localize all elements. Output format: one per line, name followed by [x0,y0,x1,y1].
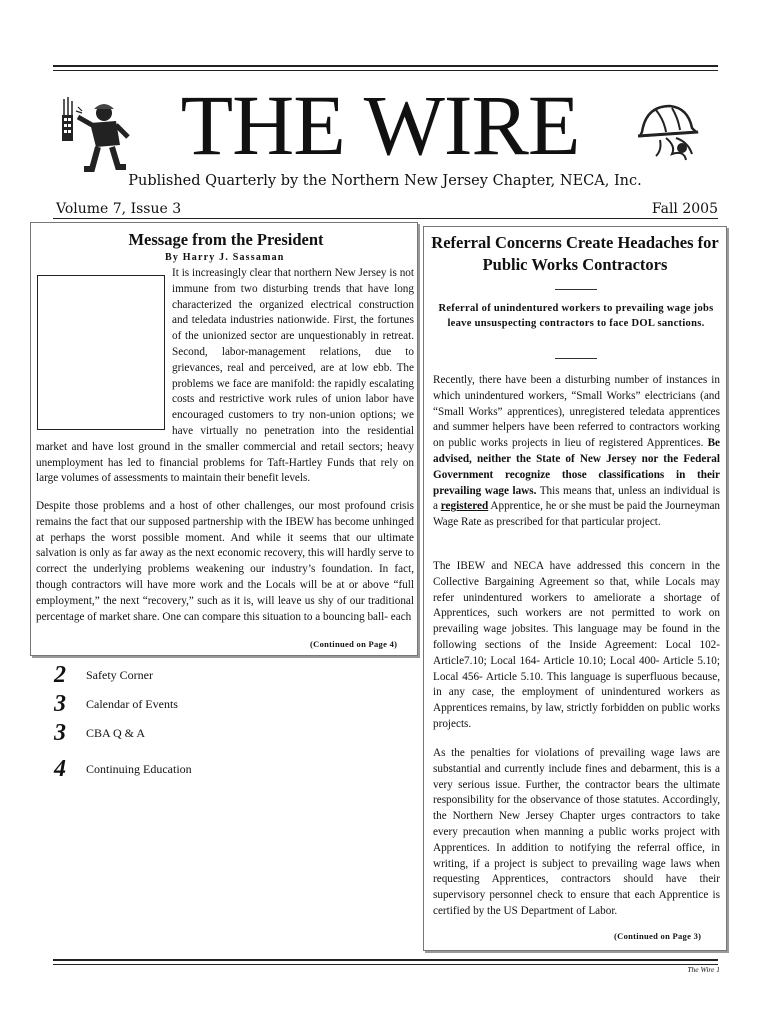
president-byline: By Harry J. Sassaman [165,252,285,263]
toc-label: Safety Corner [86,668,153,682]
toc-label: Calendar of Events [86,697,178,711]
referral-deck: Referral of unindentured workers to prevailing wage jobs leave unsuspecting contractors to face DOL sanctions. [438,303,714,329]
top-rule-thin [53,70,718,71]
toc-item[interactable] [54,691,178,718]
referral-p1-d: Apprentice, he or she must be paid the Journeyman Wage Rate as prescribed for that particular project. [433,500,721,529]
toc-label: Continuing Education [86,762,192,776]
referral-p1-c: This means that, unless an individual is a [433,484,720,513]
president-continued: (Continued on Page 4) [310,639,398,649]
newsletter-title: THE WIRE [180,77,580,173]
president-paragraph-2: Despite those problems and a host of other challenges, our most profound crisis remains the fact that our supposed partnership with the IBEW has become unhinged at perhaps the worst possible moment. And while it seems that our ultimate salvation is only as far away as the next economic recovery, this will hardly serve to correct the underlying problems weakening our industry’s foundation. In fact, though contractors will have more work and the Locals will be at or above “full employment,” the next “recovery,” such as it is, will leave us shy of our traditional percentage of market share. One can compare this situation to a bouncing ball- each [36,500,414,623]
referral-paragraph-1 [433,373,720,531]
toc-label: CBA Q & A [86,726,146,740]
toc-item[interactable] [54,720,145,747]
top-rule [53,65,718,67]
referral-continued: (Continued on Page 3) [614,931,702,941]
volume-issue: Volume 7, Issue 3 [56,201,182,217]
referral-paragraph-2: The IBEW and NECA have addressed this concern in the Collective Bargaining Agreement so that, while Locals may refer unindentured workers to ameliorate a shortage of Apprentices, such workers are not permitted to work on prevailing wage jobsites. This language may be found in the following sections of the Inside Agreement: Local 102- Article7.10; Local 164- Article 10.10; Local 400- Article 5.10; Local 456- Article 5.10. This language is superfluous because, in any case, the employment of unindentured workers as Apprentices remains, by law, strictly forbidden on public works projects. [433,560,720,730]
toc-page-number: 2 [54,662,66,688]
electrician-logo-icon [60,95,132,173]
toc-page-number: 4 [54,756,66,782]
deck-rule-top [555,289,597,290]
toc-item[interactable] [54,756,192,783]
hardhat-logo-icon [636,98,700,164]
referral-registered: registered [440,500,489,513]
page-footer: The Wire 1 [687,965,720,974]
issue-season: Fall 2005 [651,201,718,217]
referral-p1-a: Recently, there have been a disturbing number of instances in which unindentured workers, “Small Works” electricians (and “Small Works” apprentices), unregistered teledata apprentices and summer helpers have been referred to contractors working on public works projects in lieu of registered Apprentices. [433,374,720,450]
toc-item[interactable] [54,662,153,689]
newsletter-subtitle: Published Quarterly by the Northern New Jersey Chapter, NECA, Inc. [128,173,642,189]
referral-paragraph-3: As the penalties for violations of prevailing wage laws are substantial and currently include fines and debarment, this is a very serious issue. Further, the contractor bears the ultimate responsibility for the observance of those statutes. Accordingly, the Northern New Jersey Chapter urges contractors to take every precaution when manning a public works project with Apprentices. In addition to notifying the referral office, in writing, if a project is subject to prevailing wage laws when requesting Apprentices, contractors should have their supervisory personnel check to ensure that each Apprentice is certified by the US Department of Labor. [433,747,720,917]
bottom-rule-thin [53,964,718,965]
photo-spacer [36,266,172,424]
masthead-bottom-rule [53,218,718,219]
president-headline: Message from the President [128,230,324,249]
toc-page-number: 3 [54,720,66,746]
referral-p1-bold: Be advised, neither the State of New Jersey nor the Federal Government recognize those classifications in their prevailing wage laws. [433,437,721,497]
president-paragraph-1 [36,266,414,487]
deck-rule-bottom [555,358,597,359]
referral-headline: Referral Concerns Create Headaches for Public Works Contractors [431,233,719,274]
bottom-rule [53,959,718,961]
toc-page-number: 3 [54,691,66,717]
president-paragraph-1-text: It is increasingly clear that northern New Jersey is not immune from two disturbing trends that have long characterized the organized electrical construction and teledata industries nationwide. First, the fortunes of the unionized sector are unquestionably in retreat. Second, labor-management relations, due to grievances, real and perceived, are at low ebb. The problems we face are manifold: the rapidly escalating costs and restrictive work rules of union labor have encouraged customers to try non-union options; we have virtually no penetration into the residential market and have lost ground in the smaller commercial and retail sectors; heavy unemployment has led to financial problems for Taft-Hartley Funds that rely on large volumes of assessments to maintain their benefit levels. [36,267,414,485]
